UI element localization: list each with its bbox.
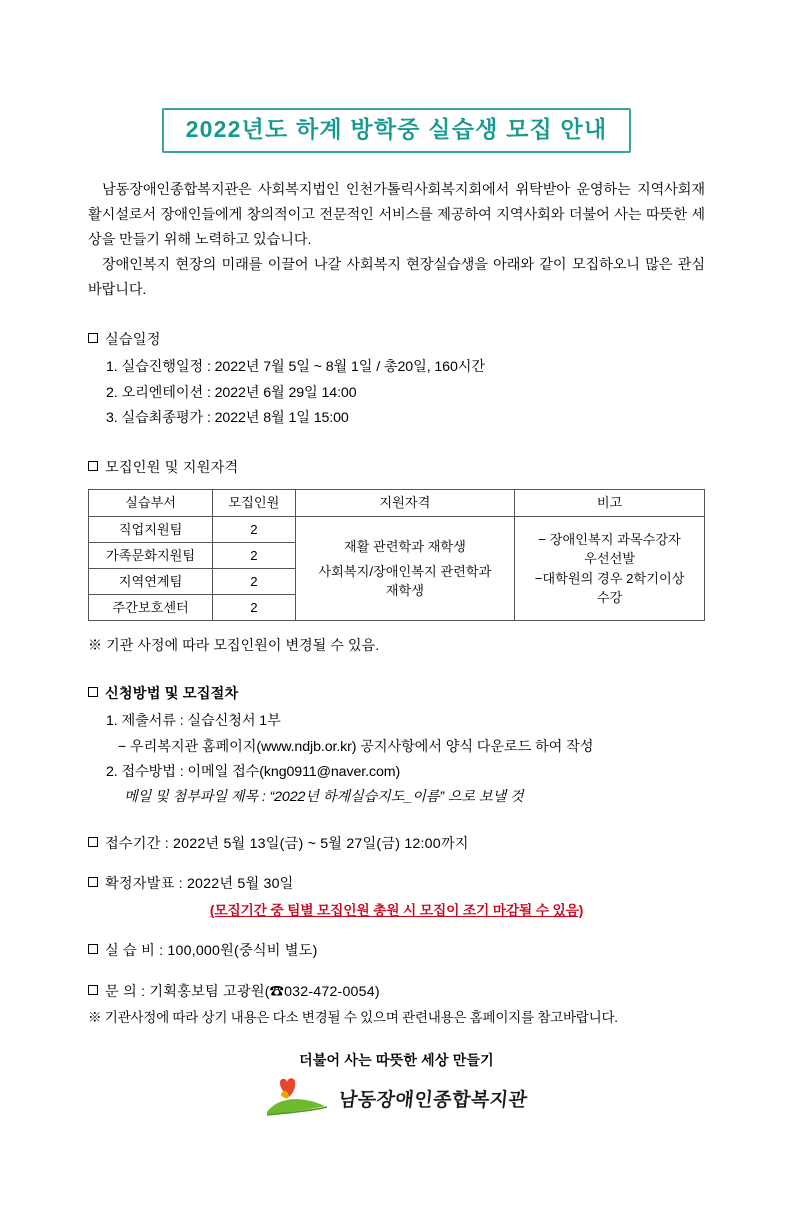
list-item: 2. 접수방법 : 이메일 접수(kng0911@naver.com) [106,764,401,781]
section-period [88,833,705,856]
table-cell-dept: 지역연계팀 [89,569,213,595]
section-period-title: 접수기간 : 2022년 5월 13일(금) ~ 5월 27일(금) 12:00까지 [105,835,469,852]
footer [88,1050,705,1120]
section-schedule-heading [88,329,705,352]
checkbox-icon [88,877,98,887]
announce-warning: (모집기간 중 팀별 모집인원 총원 시 모집이 조기 마감될 수 있음) [209,903,584,919]
section-fee-title: 실 습 비 : 100,000원(중식비 별도) [105,943,318,960]
table-header-row [89,489,705,516]
table-header-cell: 실습부서 [89,489,213,516]
table-cell-count: 2 [213,569,295,595]
qualification-line: 사회복지/장애인복지 관련학과 [318,564,492,579]
table-cell-note [515,516,705,621]
section-period-heading [88,833,705,856]
section-contact-title: 문 의 : 기획홍보팀 고광원(☎032-472-0054) [105,983,380,1000]
recruit-footnote: ※ 기관 사정에 따라 모집인원이 변경될 수 있음. [88,637,380,654]
intro-paragraph-2: 장애인복지 현장의 미래를 이끌어 나갈 사회복지 현장실습생을 아래와 같이 모집하오니 많은 관심 바랍니다. [88,256,705,298]
note-line: 우선선발 [584,551,636,567]
note-line: − 장애인복지 과목수강자 [538,532,681,548]
apply-list [88,709,705,810]
section-recruit-title: 모집인원 및 지원자격 [105,460,239,477]
table-header-cell: 모집인원 [213,489,295,516]
title-container [88,108,705,153]
section-schedule-title: 실습일정 [105,331,161,348]
section-announce-heading [88,873,705,896]
document-page [0,108,793,1229]
table-cell-dept: 가족문화지원팀 [89,542,213,568]
section-recruit-heading [88,457,705,480]
organization-name: 남동장애인종합복지관 [337,1088,529,1111]
qualification-line: 재활 관련학과 재학생 [343,538,466,554]
table-header-cell: 지원자격 [295,489,515,516]
section-apply [88,683,705,811]
checkbox-icon [88,837,98,847]
list-item: 메일 및 첨부파일 제목 : “2022년 하계실습지도_이름” 으로 보낼 것 [124,789,524,806]
section-recruit [88,457,705,657]
table-cell-count: 2 [213,542,295,568]
list-item: 2. 오리엔테이션 : 2022년 6월 29일 14:00 [106,384,357,401]
list-item: − 우리복지관 홈페이지(www.ndjb.or.kr) 공지사항에서 양식 다운로드 하여 작성 [118,738,594,755]
list-item: 1. 실습진행일정 : 2022년 7월 5일 ~ 8월 1일 / 총20일, 160시간 [106,359,485,376]
checkbox-icon [88,333,98,343]
section-announce-title: 확정자발표 : 2022년 5월 30일 [105,876,294,893]
table-cell-dept: 주간보호센터 [89,595,213,621]
table-cell-count: 2 [213,516,295,542]
list-item: 1. 제출서류 : 실습신청서 1부 [106,713,281,730]
section-apply-title: 신청방법 및 모집절차 [105,685,239,702]
intro-paragraphs [88,178,705,302]
section-apply-heading [88,683,705,706]
table-header-cell: 비고 [515,489,705,516]
footer-slogan: 더불어 사는 따뜻한 세상 만들기 [299,1052,494,1069]
recruit-table [88,489,705,622]
checkbox-icon [88,687,98,697]
logo-row [88,1076,705,1120]
schedule-list [88,355,705,431]
table-cell-count: 2 [213,595,295,621]
list-item: 3. 실습최종평가 : 2022년 8월 1일 15:00 [106,409,349,426]
section-announce [88,873,705,922]
section-schedule [88,329,705,432]
note-line: 수강 [596,589,623,605]
organization-logo-icon [265,1076,331,1120]
contact-footnote: ※ 기관사정에 따라 상기 내용은 다소 변경될 수 있으며 관련내용은 홈페이지를 참고바랍니다. [88,1009,618,1025]
section-contact [88,981,705,1028]
page-title: 2022년도 하계 방학중 실습생 모집 안내 [185,116,608,142]
table-row [89,516,705,542]
table-cell-qualification [295,516,515,621]
checkbox-icon [88,985,98,995]
checkbox-icon [88,461,98,471]
title-box [162,108,632,153]
section-contact-heading [88,981,705,1004]
qualification-line: 재학생 [385,583,424,599]
note-line: −대학원의 경우 2학기이상 [534,570,685,586]
section-fee [88,940,705,963]
checkbox-icon [88,944,98,954]
table-cell-dept: 직업지원팀 [89,516,213,542]
intro-paragraph-1: 남동장애인종합복지관은 사회복지법인 인천가톨릭사회복지회에서 위탁받아 운영하는 지역사회재활시설로서 장애인들에게 창의적이고 전문적인 서비스를 제공하여 지역사회와 더불어 사는 따뜻한 세상을 만들기 위해 노력하고 있습니다. [88,182,705,248]
section-fee-heading [88,940,705,963]
